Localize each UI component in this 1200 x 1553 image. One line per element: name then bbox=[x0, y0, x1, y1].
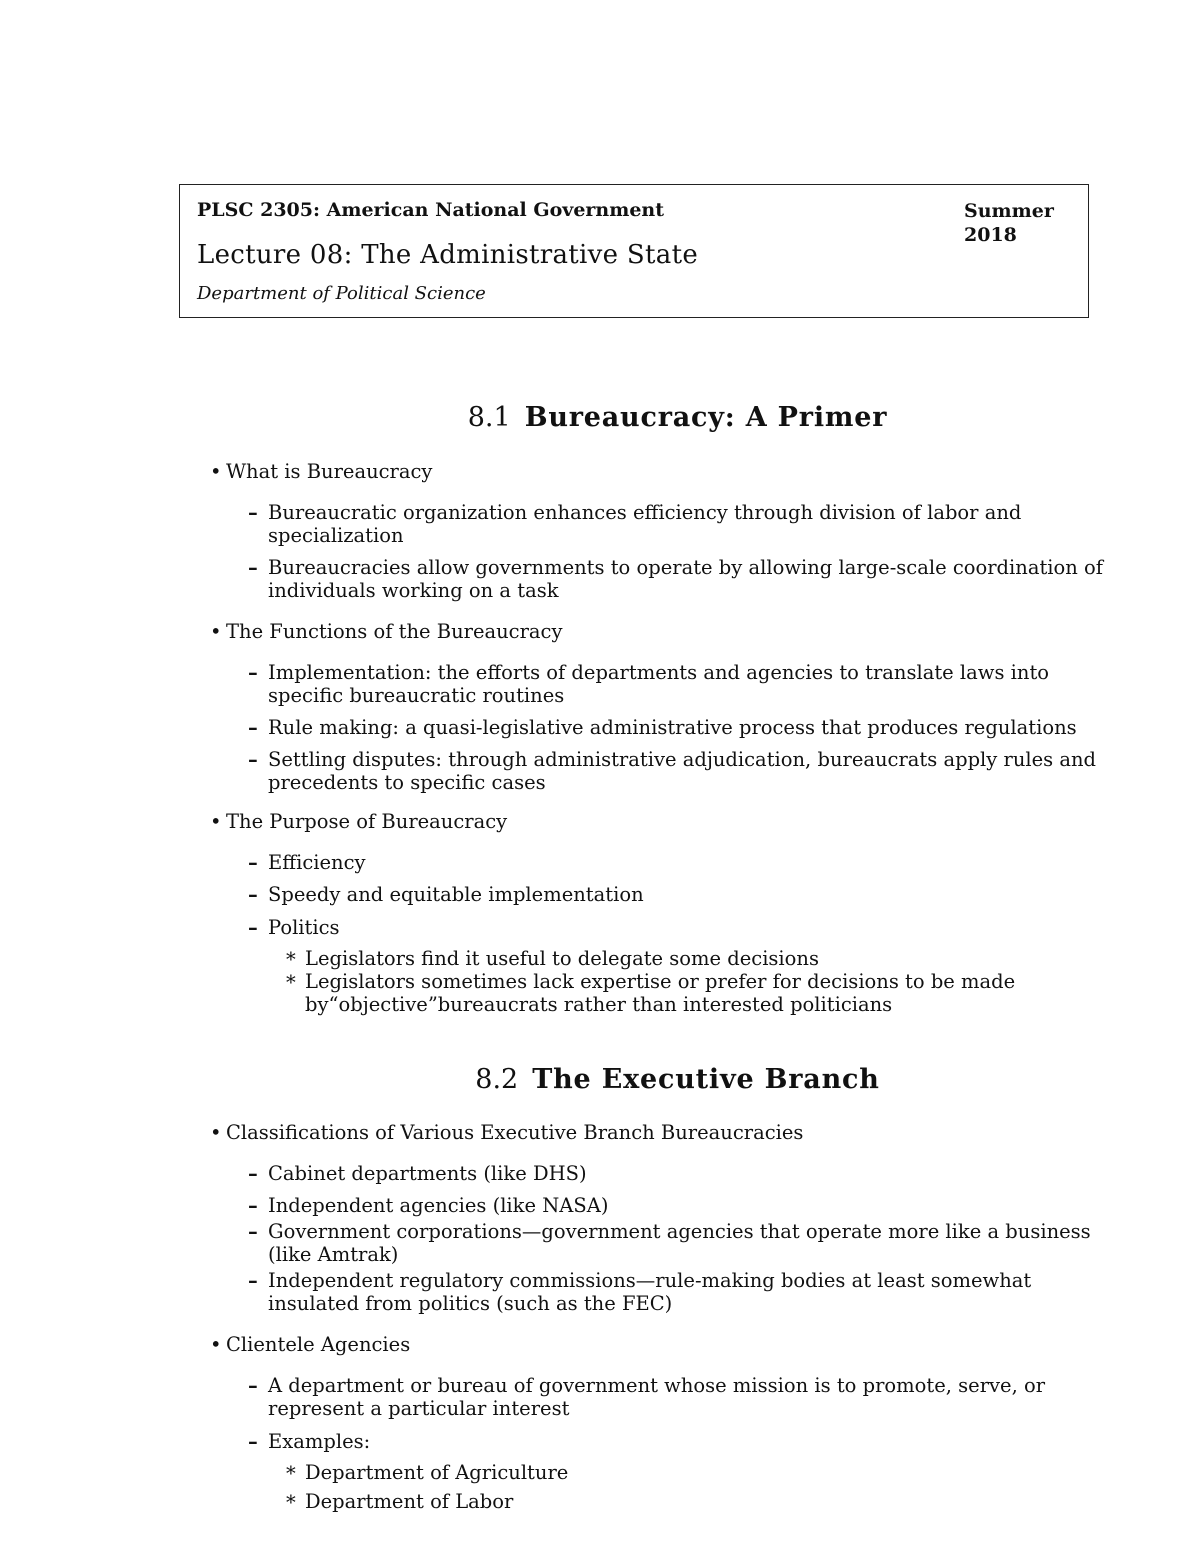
sub-bullet-text: A department or bureau of government whose mission is to promote, serve, or represent a particular interest bbox=[268, 1374, 1046, 1420]
sub-bullet-text: Settling disputes: through administrative adjudication, bureaucrats apply rules and precedents to specific cases bbox=[268, 748, 1097, 794]
section-heading bbox=[0, 1064, 1200, 1095]
sub-bullet-item: – Government corporations—government agencies that operate more like a business (like Amtrak) bbox=[248, 1220, 1118, 1266]
bullet-text: Clientele Agencies bbox=[226, 1333, 411, 1356]
bullet-item: • What is Bureaucracy bbox=[210, 460, 433, 483]
lecture-header-box bbox=[179, 184, 1089, 318]
sub-bullet-text: Examples: bbox=[268, 1430, 371, 1453]
bullet-text: The Functions of the Bureaucracy bbox=[226, 620, 563, 643]
sub-bullet-item: – Independent regulatory commissions—rule-making bodies at least somewhat insulated from politics (such as the FEC) bbox=[248, 1269, 1118, 1315]
sub-sub-bullet-text: Department of Agriculture bbox=[305, 1461, 569, 1484]
bullet-text: What is Bureaucracy bbox=[226, 460, 433, 483]
section-heading bbox=[0, 402, 1200, 433]
sub-bullet-text: Efficiency bbox=[268, 851, 366, 874]
bullet-item: • Classifications of Various Executive Branch Bureaucracies bbox=[210, 1121, 804, 1144]
course-title: PLSC 2305: American National Government bbox=[197, 199, 665, 221]
sub-bullet-text: Bureaucracies allow governments to operate by allowing large-scale coordination of individuals working on a task bbox=[268, 556, 1103, 602]
sub-bullet-text: Bureaucratic organization enhances efficiency through division of labor and specialization bbox=[268, 501, 1022, 547]
section-number: 8.1 bbox=[467, 402, 511, 433]
section-title: Bureaucracy: A Primer bbox=[524, 402, 888, 433]
sub-bullet-text: Rule making: a quasi-legislative administrative process that produces regulations bbox=[268, 716, 1077, 739]
sub-bullet-text: Politics bbox=[268, 916, 340, 939]
sub-bullet-text: Cabinet departments (like DHS) bbox=[268, 1162, 587, 1185]
sub-sub-bullet-item: * Legislators find it useful to delegate some decisions bbox=[286, 947, 1116, 970]
sub-bullet-item: – Implementation: the efforts of departments and agencies to translate laws into specific bureaucratic routines bbox=[248, 661, 1118, 707]
sub-bullet-text: Government corporations—government agencies that operate more like a business (like Amtrak) bbox=[268, 1220, 1091, 1266]
sub-bullet-item: – Speedy and equitable implementation bbox=[248, 883, 1118, 906]
sub-bullet-item: – Efficiency bbox=[248, 851, 1118, 874]
sub-sub-bullet-text: Department of Labor bbox=[305, 1490, 514, 1513]
sub-bullet-item: – Cabinet departments (like DHS) bbox=[248, 1162, 1118, 1185]
sub-sub-bullet-item: * Department of Agriculture bbox=[286, 1461, 1116, 1484]
section-title: The Executive Branch bbox=[532, 1064, 880, 1095]
sub-bullet-item: – Independent agencies (like NASA) bbox=[248, 1194, 1118, 1217]
sub-bullet-item: – Rule making: a quasi-legislative administrative process that produces regulations bbox=[248, 716, 1118, 739]
lecture-title: Lecture 08: The Administrative State bbox=[197, 240, 699, 270]
department-label: Department of Political Science bbox=[197, 283, 486, 304]
sub-bullet-text: Implementation: the efforts of departments and agencies to translate laws into specific bureaucratic routines bbox=[268, 661, 1050, 707]
sub-sub-bullet-item: * Legislators sometimes lack expertise or prefer for decisions to be made by“objective”bureaucrats rather than interested politicians bbox=[286, 970, 1116, 1016]
term-label: Summer 2018 bbox=[964, 200, 1054, 246]
sub-bullet-text: Independent agencies (like NASA) bbox=[268, 1194, 609, 1217]
sub-bullet-text: Independent regulatory commissions—rule-making bodies at least somewhat insulated from politics (such as the FEC) bbox=[268, 1269, 1032, 1315]
bullet-item: • The Functions of the Bureaucracy bbox=[210, 620, 563, 643]
sub-sub-bullet-text: Legislators sometimes lack expertise or prefer for decisions to be made by“objective”bureaucrats rather than interested politicians bbox=[305, 970, 1016, 1016]
sub-bullet-item: – Bureaucratic organization enhances efficiency through division of labor and specialization bbox=[248, 501, 1118, 547]
sub-sub-bullet-item: * Department of Labor bbox=[286, 1490, 1116, 1513]
sub-bullet-item: – Settling disputes: through administrative adjudication, bureaucrats apply rules and precedents to specific cases bbox=[248, 748, 1118, 794]
section-number: 8.2 bbox=[475, 1064, 519, 1095]
bullet-text: The Purpose of Bureaucracy bbox=[226, 810, 508, 833]
sub-bullet-item: – Bureaucracies allow governments to operate by allowing large-scale coordination of individuals working on a task bbox=[248, 556, 1118, 602]
sub-bullet-item: – A department or bureau of government whose mission is to promote, serve, or represent a particular interest bbox=[248, 1374, 1118, 1420]
bullet-item: • The Purpose of Bureaucracy bbox=[210, 810, 508, 833]
sub-bullet-item: – Examples: bbox=[248, 1430, 1118, 1453]
bullet-text: Classifications of Various Executive Branch Bureaucracies bbox=[226, 1121, 804, 1144]
sub-bullet-item: – Politics bbox=[248, 916, 1118, 939]
sub-bullet-text: Speedy and equitable implementation bbox=[268, 883, 644, 906]
sub-sub-bullet-text: Legislators find it useful to delegate some decisions bbox=[305, 947, 819, 970]
bullet-item: • Clientele Agencies bbox=[210, 1333, 411, 1356]
